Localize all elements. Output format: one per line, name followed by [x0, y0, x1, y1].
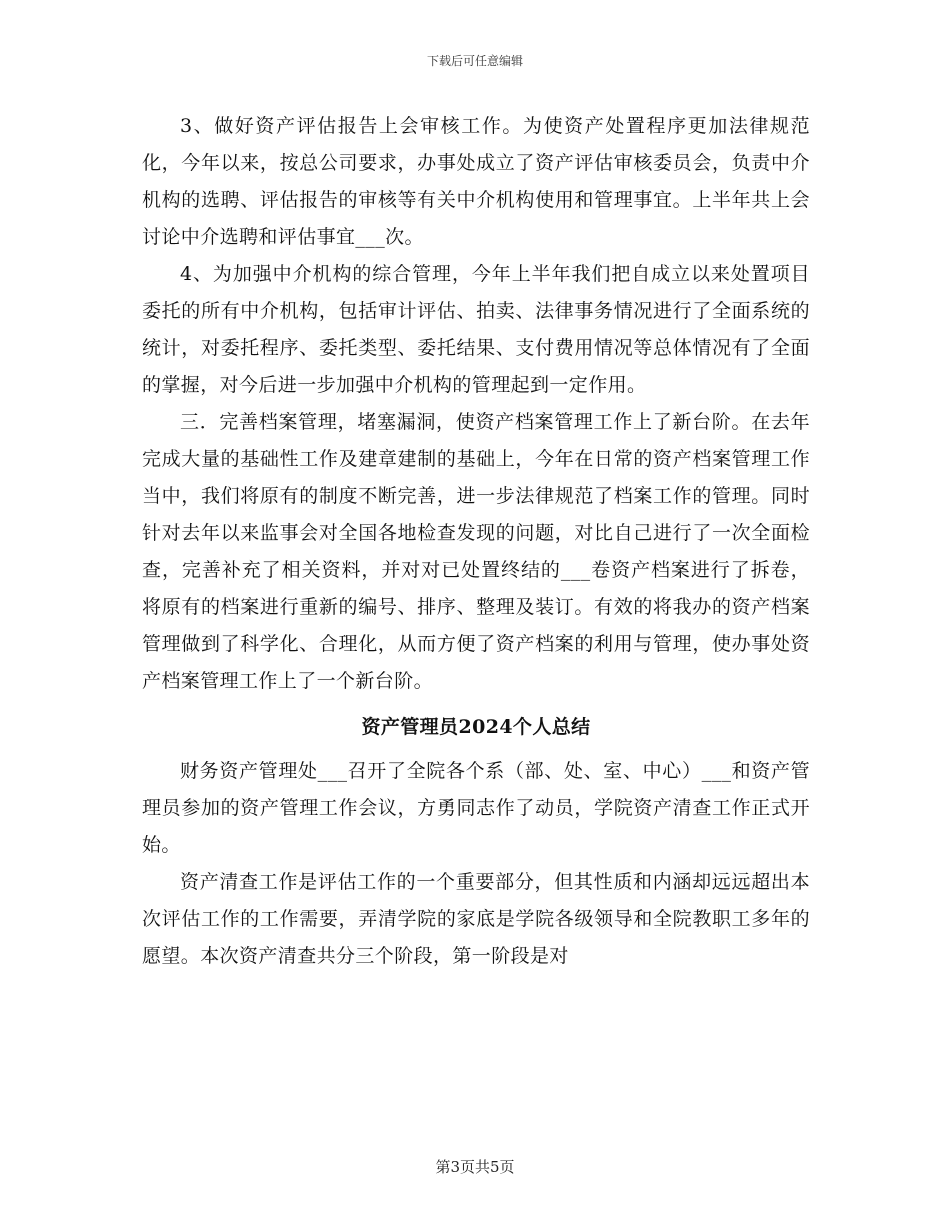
page-header: 下载后可任意编辑 — [426, 54, 523, 68]
page-number: 第3页共5页 — [435, 1158, 515, 1176]
paragraph-meeting: 财务资产管理处___召开了全院各个系（部、处、室、中心）___和资产管理员参加的资产管理工作会议，方勇同志作了动员，学院资产清查工作正式开始。 — [142, 760, 810, 856]
section-title: 资产管理员2024个人总结 — [361, 716, 591, 738]
document-body — [142, 108, 810, 975]
paragraph-item-3: 3、做好资产评估报告上会审核工作。为使资产处置程序更加法律规范化，今年以来，按总公司要求，办事处成立了资产评估审核委员会，负责中介机构的选聘、评估报告的审核等有关中介机构使用和管理事宜。上半年共上会讨论中介选聘和评估事宜___次。 — [142, 115, 810, 248]
paragraph-archive-management: 三．完善档案管理，堵塞漏洞，使资产档案管理工作上了新台阶。在去年完成大量的基础性工作及建章建制的基础上，今年在日常的资产档案管理工作当中，我们将原有的制度不断完善，进一步法律规范了档案工作的管理。同时针对去年以来监事会对全国各地检查发现的问题，对比自己进行了一次全面检查，完善补充了相关资料，并对对已处置终结的___卷资产档案进行了拆卷，将原有的档案进行重新的编号、排序、整理及装订。有效的将我办的资产档案管理做到了科学化、合理化，从而方便了资产档案的利用与管理，使办事处资产档案管理工作上了一个新台阶。 — [142, 411, 810, 692]
paragraph-asset-inventory: 资产清查工作是评估工作的一个重要部分，但其性质和内涵却远远超出本次评估工作的工作需要，弄清学院的家底是学院各级领导和全院教职工多年的愿望。本次资产清查共分三个阶段，第一阶段是对 — [142, 871, 810, 967]
paragraph-item-4: 4、为加强中介机构的综合管理，今年上半年我们把自成立以来处置项目委托的所有中介机构，包括审计评估、拍卖、法律事务情况进行了全面系统的统计，对委托程序、委托类型、委托结果、支付费用情况等总体情况有了全面的掌握，对今后进一步加强中介机构的管理起到一定作用。 — [142, 263, 810, 396]
